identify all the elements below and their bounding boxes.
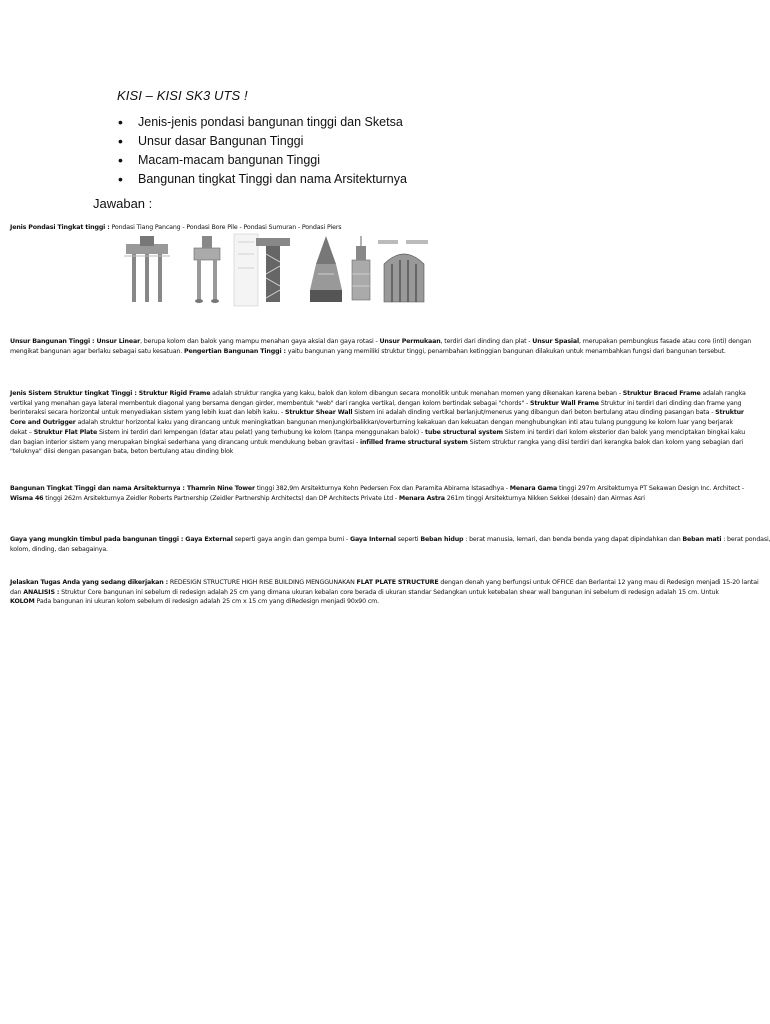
text: tinggi 382,9m Arsitekturnya Kohn Pedersen Fox dan Paramita Abirama Istasadhya - — [255, 485, 510, 492]
text: adalah rangka — [700, 390, 746, 397]
question-item: • Jenis-jenis pondasi bangunan tinggi dan Sketsa — [118, 113, 407, 132]
text: "teluknya" diisi dengan pasangan bata, beton bertulang atau dinding blok — [10, 448, 234, 456]
text: Sistem ini terdiri dari kolom eksterior dan balok yang menciptakan bingkai kaku — [502, 428, 746, 436]
term: Struktur Braced Frame — [622, 390, 701, 397]
term: ANALISIS : — [23, 588, 60, 596]
tower-sketch-3 — [376, 234, 432, 306]
term: Struktur Flat Plate — [33, 428, 98, 436]
text: berinteraksi secara horizontal untuk menyediakan sistem yang lebih kuat dan lebih kaku. - — [10, 409, 286, 417]
term: tube structural system — [425, 428, 503, 436]
text: Pada bangunan ini ukuran kolom sebelum di redesign adalah 25 cm x 15 cm yang diRedesign menjadi 90x90 cm. — [34, 598, 380, 606]
text: kolom, dinding, dan sebagainya. — [10, 545, 108, 553]
text: vertikal yang menahan gaya lateral membentuk diagonal yang bersama dengan girder, membentuk "web" dari rangka vertikal, dengan kolom bertindak sebagai "chords" - — [10, 399, 531, 407]
text: Struktur ini terdiri dari dinding dan frame yang — [598, 399, 742, 407]
answer-heading: Jawaban : — [93, 196, 153, 211]
unsur-label: Unsur Bangunan Tinggi : Unsur Linear — [10, 338, 141, 345]
text: , merupakan pembungkus fasade atau core (inti) dengan — [579, 338, 752, 345]
bore-pile-sketch — [188, 234, 226, 306]
pile-foundation-sketch — [124, 234, 170, 306]
term: infilled frame structural system — [359, 438, 468, 446]
text: adalah struktur rangka yang kaku, balok dan kolom dibangun secara monolitik untuk menahan momen yang dikenakan karena beban - — [210, 390, 623, 397]
term: Menara Gama — [509, 485, 558, 492]
term: Wisma 46 — [10, 494, 44, 502]
tugas-paragraph — [10, 578, 762, 607]
term: Struktur Wall Frame — [530, 399, 599, 407]
text: : berat manusia, lemari, dan benda benda yang dapat dipindahkan dan — [463, 536, 683, 543]
text: Sistem struktur rangka yang diisi terdiri dari kerangka balok dan kolom yang sebagian dari — [467, 438, 744, 446]
text: yaitu bangunan yang memiliki struktur tinggi, penambahan ketinggian bangunan dilakukan untuk menambahkan fungsi dari bangunan tersebut. — [285, 347, 726, 355]
term: Beban hidup — [420, 536, 464, 543]
term: Core and Outrigger — [10, 419, 76, 427]
text: dekat – — [10, 428, 34, 436]
question-item: • Bangunan tingkat Tinggi dan nama Arsitekturnya — [118, 170, 407, 189]
text: dengan denah yang berfungsi untuk OFFICE dan Berlantai 12 yang mau di Redesign menjadi 15-20 lantai — [438, 579, 759, 586]
term: KOLOM — [10, 598, 35, 606]
sistem-paragraph — [10, 389, 762, 457]
term: Struktur Shear Wall — [285, 409, 353, 417]
text: adalah struktur horizontal kaku yang dirancang untuk meningkatkan bangunan menjungkirbalikkan/overturning kekakuan dan kekuatan dengan menghubungkan inti atau tulang punggung ke kolom luar yang berjarak — [75, 419, 733, 427]
pier-foundation-sketch — [252, 234, 294, 306]
text: 261m tinggi Arsitekturnya Nikken Sekkei (desain) dan Airmas Asri — [444, 494, 645, 502]
page-title: KISI – KISI SK3 UTS ! — [117, 88, 248, 103]
term: Beban mati — [682, 536, 722, 543]
tugas-label: Jelaskan Tugas Anda yang sedang dikerjakan : — [10, 579, 168, 586]
text: Sistem ini adalah dinding vertikal berlanjut/menerus yang dibangun dari beton bertulang atau dinding pasangan bata - — [352, 409, 716, 417]
text: , terdiri dari dinding dan plat - — [440, 338, 533, 345]
gaya-label: Gaya yang mungkin timbul pada bangunan tinggi : Gaya External — [10, 536, 233, 543]
text: tinggi 262m Arsitekturnya Zeidler Roberts Partnership (Zeidler Partnership Architects) dan DP Architects Private Ltd - — [43, 494, 399, 502]
term: Unsur Permukaan — [379, 338, 441, 345]
unsur-paragraph — [10, 337, 762, 356]
question-list — [118, 113, 407, 189]
term: Pengertian Bangunan Tinggi : — [183, 347, 286, 355]
text: Struktur Core bangunan ini sebelum di redesign adalah 25 cm yang dimana ukuran kebalan core berada di ukuran standar Sedangkan untuk ketebalan shear wall bangunan ini sebelum di redesign adalah 15 cm. Untuk — [59, 588, 719, 596]
question-item: • Unsur dasar Bangunan Tinggi — [118, 132, 407, 151]
sistem-label: Jenis Sistem Struktur tingkat Tinggi : Struktur Rigid Frame — [10, 390, 211, 397]
text: REDESIGN STRUCTURE HIGH RISE BUILDING MENGGUNAKAN — [167, 579, 357, 586]
text: mengikat bangunan agar berlaku sebagai satu kesatuan. — [10, 347, 184, 355]
text: seperti — [395, 536, 421, 543]
bangunan-label: Bangunan Tingkat Tinggi dan nama Arsitekturnya : Thamrin Nine Tower — [10, 485, 256, 492]
gaya-paragraph — [10, 535, 770, 554]
text: Sistem ini terdiri dari lempengan (datar atau pelat) yang terhubung ke kolom (tanpa menggunakan balok) - — [97, 428, 426, 436]
term: Gaya Internal — [349, 536, 396, 543]
tower-sketch-1 — [306, 234, 346, 306]
term: Struktur — [715, 409, 744, 417]
text: : berat pondasi, — [721, 536, 770, 543]
bangunan-paragraph — [10, 484, 762, 503]
tower-sketch-2 — [348, 234, 374, 306]
term: Menara Astra — [398, 494, 445, 502]
term: Unsur Spasial — [532, 338, 580, 345]
term: FLAT PLATE STRUCTURE — [356, 579, 439, 586]
text: dan bagian interior sistem yang merupakan bingkai sederhana yang dirancang untuk mendukung beban gravitasi - — [10, 438, 360, 446]
pondasi-text: Pondasi Tiang Pancang - Pondasi Bore Pile - Pondasi Sumuran - Pondasi Piers — [109, 224, 342, 231]
text: dan — [10, 588, 24, 596]
text: tinggi 297m Arsitekturnya PT Sekawan Design Inc. Architect - — [557, 485, 745, 492]
text: , berupa kolom dan balok yang mampu menahan gaya aksial dan gaya rotasi - — [140, 338, 380, 345]
pondasi-paragraph — [10, 223, 762, 233]
question-item: • Macam-macam bangunan Tinggi — [118, 151, 407, 170]
text: seperti gaya angin dan gempa bumi - — [232, 536, 350, 543]
pondasi-label: Jenis Pondasi Tingkat tinggi : — [10, 224, 110, 231]
